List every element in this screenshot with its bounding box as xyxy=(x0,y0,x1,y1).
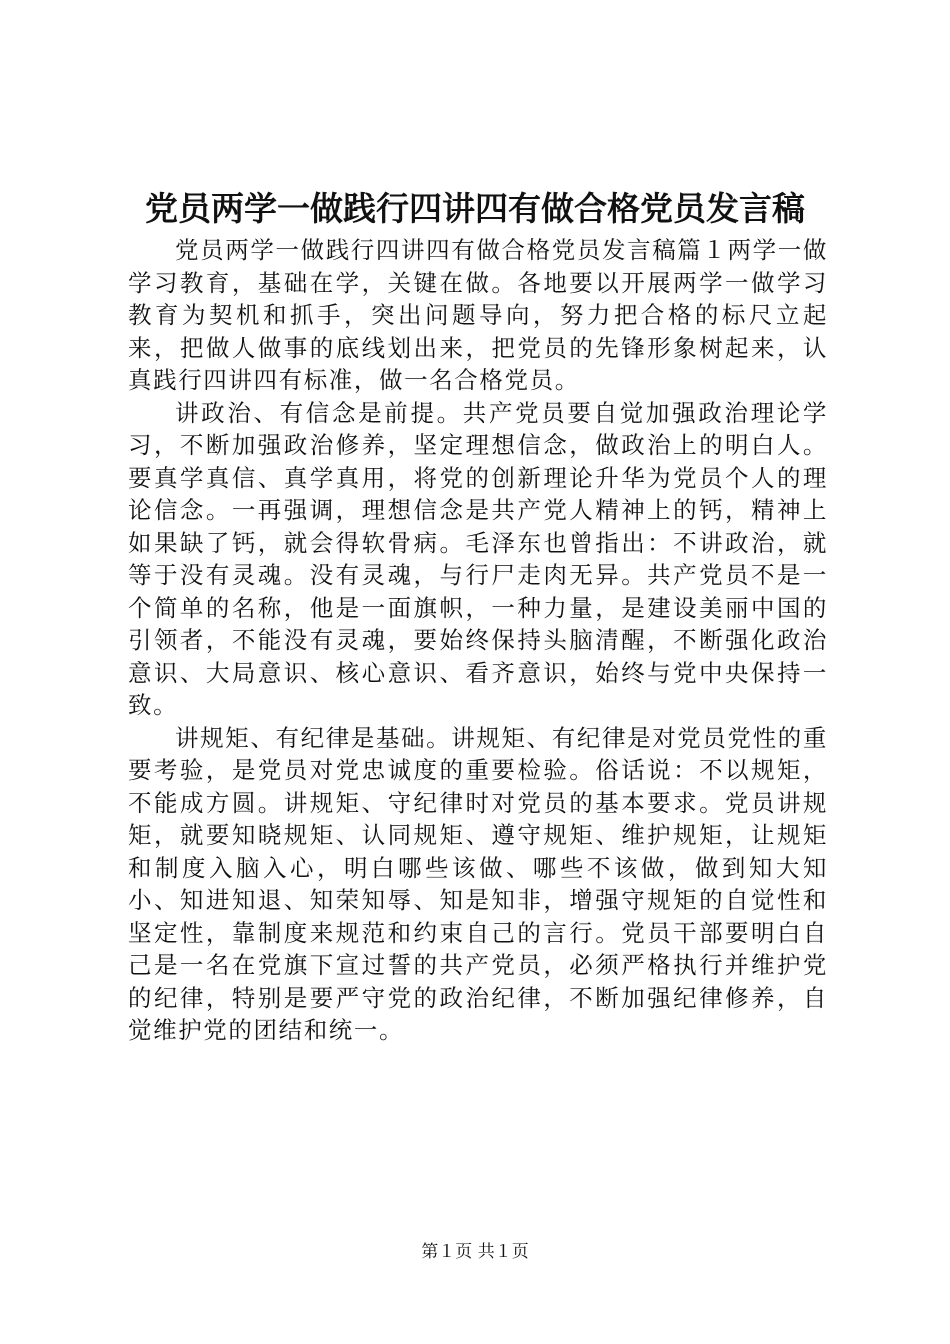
paragraph-3: 讲规矩、有纪律是基础。讲规矩、有纪律是对党员党性的重要考验，是党员对党忠诚度的重要检验。俗话说：不以规矩，不能成方圆。讲规矩、守纪律时对党员的基本要求。党员讲规矩，就要知晓规矩、认同规矩、遵守规矩、维护规矩，让规矩和制度入脑入心，明白哪些该做、哪些不该做，做到知大知小、知进知退、知荣知辱、知是知非，增强守规矩的自觉性和坚定性，靠制度来规范和约束自己的言行。党员干部要明白自己是一名在党旗下宣过誓的共产党员，必须严格执行并维护党的纪律，特别是要严守党的政治纪律，不断加强纪律修养，自觉维护党的团结和统一。 xyxy=(128,723,828,1044)
page-footer: 第１页 共１页 xyxy=(421,1242,529,1262)
document-body xyxy=(128,234,828,1047)
paragraph-2: 讲政治、有信念是前提。共产党员要自觉加强政治理论学习，不断加强政治修养，坚定理想信念，做政治上的明白人。要真学真信、真学真用，将党的创新理论升华为党员个人的理论信念。一再强调，理想信念是共产党人精神上的钙，精神上如果缺了钙，就会得软骨病。毛泽东也曾指出：不讲政治，就等于没有灵魂。没有灵魂，与行尸走肉无异。共产党员不是一个简单的名称，他是一面旗帜，一种力量，是建设美丽中国的引领者，不能没有灵魂，要始终保持头脑清醒，不断强化政治意识、大局意识、核心意识、看齐意识，始终与党中央保持一致。 xyxy=(128,398,828,719)
paragraph-1: 党员两学一做践行四讲四有做合格党员发言稿篇１两学一做学习教育，基础在学，关键在做。各地要以开展两学一做学习教育为契机和抓手，突出问题导向，努力把合格的标尺立起来，把做人做事的底线划出来，把党员的先锋形象树起来，认真践行四讲四有标准，做一名合格党员。 xyxy=(128,236,828,394)
document-title: 党员两学一做践行四讲四有做合格党员发言稿 xyxy=(145,189,805,228)
